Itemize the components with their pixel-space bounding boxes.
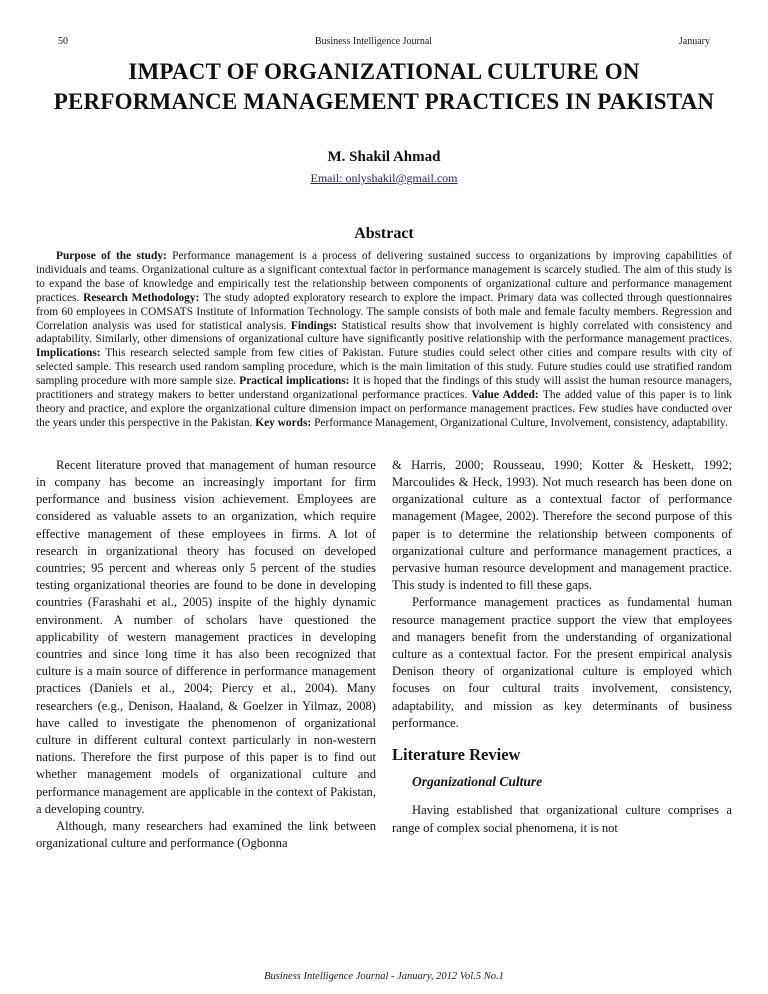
abstract-segment: Performance Management, Organizational Culture, Involvement, consistency, adaptability. [314, 416, 728, 429]
body-paragraph: & Harris, 2000; Rousseau, 1990; Kotter & Heskett, 1992; Marcoulides & Heck, 1993). Not much research has been done on organizational culture as a contextual factor of performance management (Magee, 2002). Therefore the second purpose of this paper is to determine the relationship between components of organizational culture and performance management practices, a pervasive human resource development and management practice. This study is indented to fill these gaps. [392, 457, 732, 593]
body-paragraph: Having established that organizational culture comprises a range of complex social phenomena, it is not [392, 803, 732, 835]
paper-title: IMPACT OF ORGANIZATIONAL CULTURE ON PERFORMANCE MANAGEMENT PRACTICES IN PAKISTAN [53, 59, 715, 114]
subsection-heading: Organizational Culture [412, 774, 543, 790]
page-header [36, 36, 732, 47]
body-paragraph: Performance management practices as fundamental human resource management practice support the view that employees and managers benefit from the understanding of organizational culture as a contextual factor. For the present empirical analysis Denison theory of organizational culture is employed which focuses on four cultural traits involvement, consistency, adaptability, and mission as key determinants of business performance. [392, 595, 732, 730]
section-heading: Literature Review [392, 745, 521, 765]
page-number: 50 [58, 36, 68, 47]
abstract-heading: Abstract [354, 225, 414, 242]
abstract-segment: Performance management is a process of delivering sustained success to organizations by improving capabilities of individuals and teams. Organizational culture as a significant contextual factor in performance management is scarcely studied. The aim of this study is to expand the base of knowledge and empirically test the relationship between components of organizational culture and performance management practices. [36, 250, 732, 304]
abstract-label: Purpose of the study: [56, 250, 173, 262]
abstract-segment: It is hoped that the findings of this study will assist the human resource managers, practitioners and strategy makers to better understand organizational performance practices. [36, 375, 732, 402]
author-name: M. Shakil Ahmad [327, 149, 441, 165]
page-footer: Business Intelligence Journal - January, 2012 Vol.5 No.1 [264, 971, 504, 982]
abstract-text [36, 250, 732, 431]
body-paragraph: Although, many researchers had examined the link between organizational culture and performance (Ogbonna [36, 819, 376, 851]
author-email-link[interactable]: Email: onlyshakil@gmail.com [310, 171, 458, 185]
right-column [392, 457, 732, 853]
issue-month: January [678, 36, 710, 47]
abstract-label: Practical implications: [239, 375, 353, 388]
abstract-segment: This research selected sample from few cities of Pakistan. Future studies could select other cities and compare results with city of selected sample. This research used random sampling procedure, which is the main limitation of this study. Future studies could use stratified random sampling procedure with more sample size. [36, 347, 732, 388]
body-columns [36, 457, 732, 853]
abstract-label: Findings: [290, 319, 342, 332]
abstract-label: Key words: [255, 416, 315, 429]
abstract-segment: The study adopted exploratory research to explore the impact. Primary data was collected through questionnaires from 60 employees in COMSATS Institute of Information Technology. The sample consists of both male and female faculty members. Regression and Correlation analysis was used for statistical analysis. [36, 291, 732, 332]
abstract-label: Value Added: [471, 389, 543, 402]
journal-name: Business Intelligence Journal [314, 36, 433, 47]
author-block [36, 149, 732, 187]
abstract-label: Research Methodology: [83, 291, 204, 304]
abstract-label: Implications: [36, 347, 106, 360]
abstract-segment: Statistical results show that involvement is highly correlated with consistency and adaptability. Similarly, other dimensions of organizational culture have significantly positive relationship with the performance management practices. [36, 319, 733, 346]
left-column [36, 457, 376, 853]
body-paragraph: Recent literature proved that management of human resource in company has become an increasingly important for firm performance and business vision achievement. Employees are considered as valuable assets to an organization, which require effective management of these employees in firms. A lot of research in organizational theory has focused on developed countries; 95 percent and whereas only 5 percent of the studies testing organizational theories are found to be done in developing countries (Farashahi et al., 2005) inspite of the highly dynamic environment. A number of scholars have questioned the applicability of western management practices in developing countries and since long time it has also been recognized that culture is a main source of difference in performance management practices (Daniels et al., 2004; Piercy et al., 2004). Many researchers (e.g., Denison, Haaland, & Goelzer in Yilmaz, 2008) have called to investigate the phenomenon of organizational culture in different cultural context particularly in non-western nations. Therefore the first purpose of this paper is to find out whether management models of organizational culture and performance management are applicable in the context of Pakistan, a developing country. [36, 457, 376, 816]
abstract-segment: The added value of this paper is to link theory and practice, and explore the organizational culture dimension impact on performance management practices. Few studies have conducted over the years under this perspective in the Pakistan. [36, 389, 732, 429]
